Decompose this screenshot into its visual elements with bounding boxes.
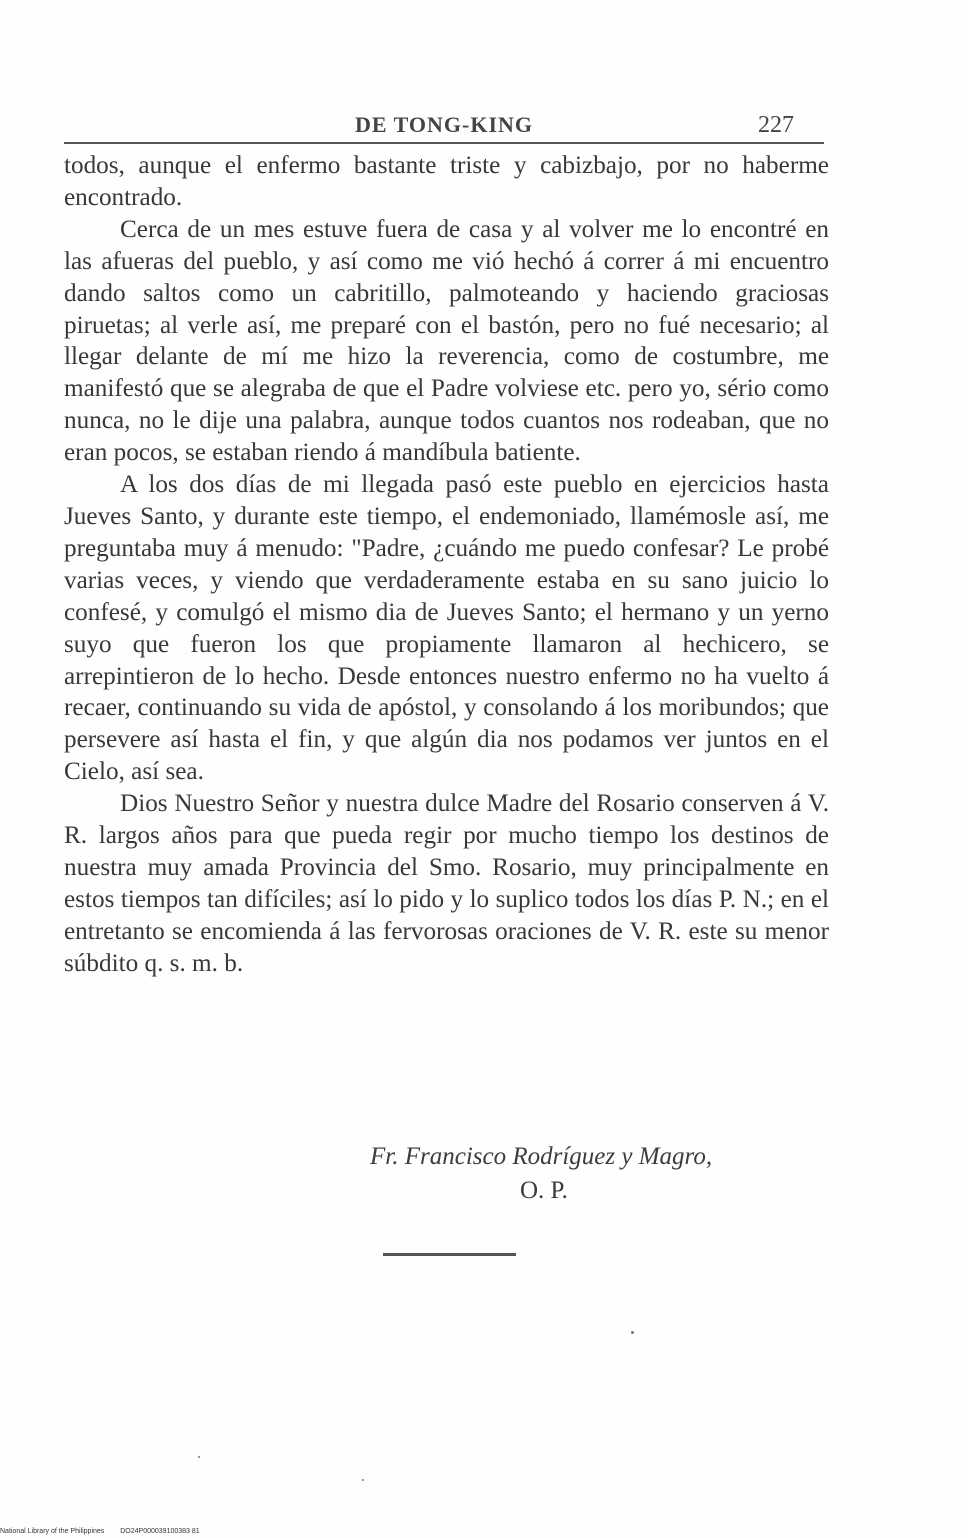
footer-code: DO24P000039100383 81	[120, 1528, 200, 1535]
paragraph: Dios Nuestro Señor y nuestra dulce Madre del Rosario conserven á V. R. largos años para que pueda regir por mucho tiempo los destinos de nuestra muy amada Provincia del Smo. Rosario, muy principalmente en estos tiempos tan difíciles; así lo pido y lo suplico todos los días P. N.; en el entretanto se encomienda á las fervorosas oraciones de V. R. este su menor súbdito q. s. m. b.	[64, 790, 829, 977]
ink-speck	[362, 1479, 364, 1481]
ink-speck	[198, 1456, 200, 1458]
signature-name: Fr. Francisco Rodríguez y Magro,	[370, 1143, 713, 1170]
ink-speck	[631, 1331, 634, 1334]
body-text	[64, 150, 829, 980]
end-rule	[383, 1253, 516, 1256]
running-head	[64, 110, 824, 142]
running-title: DE TONG-KING	[354, 112, 534, 137]
signature-order: O. P.	[520, 1177, 568, 1204]
header-rule	[64, 142, 824, 144]
scan-footer	[0, 1528, 214, 1535]
footer-library: National Library of the Philippines	[0, 1528, 105, 1535]
paragraph: Cerca de un mes estuve fuera de casa y al volver me lo encontré en las afueras del pueblo, y así como me vió hechó á correr á mi encuentro dando saltos como un cabritillo, palmoteando y haciendo graciosas piruetas; al verle así, me preparé con el bastón, pero no fué necesario; al llegar delante de mí me hizo la reverencia, como de costumbre, me manifestó que se alegraba de que el Padre volviese etc. pero yo, sério como nunca, no le dije una palabra, aunque todos cuantos nos rodeaban, que no eran pocos, se estaban riendo á mandíbula batiente.	[64, 215, 829, 467]
page-number: 227	[758, 112, 794, 138]
paragraph-continuation: todos, aunque el enfermo bastante triste y cabizbajo, por no haberme encontrado.	[64, 152, 829, 211]
paragraph: A los dos días de mi llegada pasó este pueblo en ejercicios hasta Jueves Santo, y durante este tiempo, el endemoniado, llamémosle así, me preguntaba muy á menudo: "Padre, ¿cuándo me puedo confesar? Le probé varias veces, y viendo que verdaderamente estaba en su sano juicio lo confesé, y comulgó el mismo dia de Jueves Santo; el hermano y un yerno suyo que fueron los que propiamente llamaron al hechicero, se arrepintieron de lo hecho. Desde entonces nuestro enfermo no ha vuelto á recaer, continuando su vida de apóstol, y consolando á los moribundos; que persevere así hasta el fin, y que algún dia nos podamos ver juntos en el Cielo, así sea.	[64, 471, 829, 786]
